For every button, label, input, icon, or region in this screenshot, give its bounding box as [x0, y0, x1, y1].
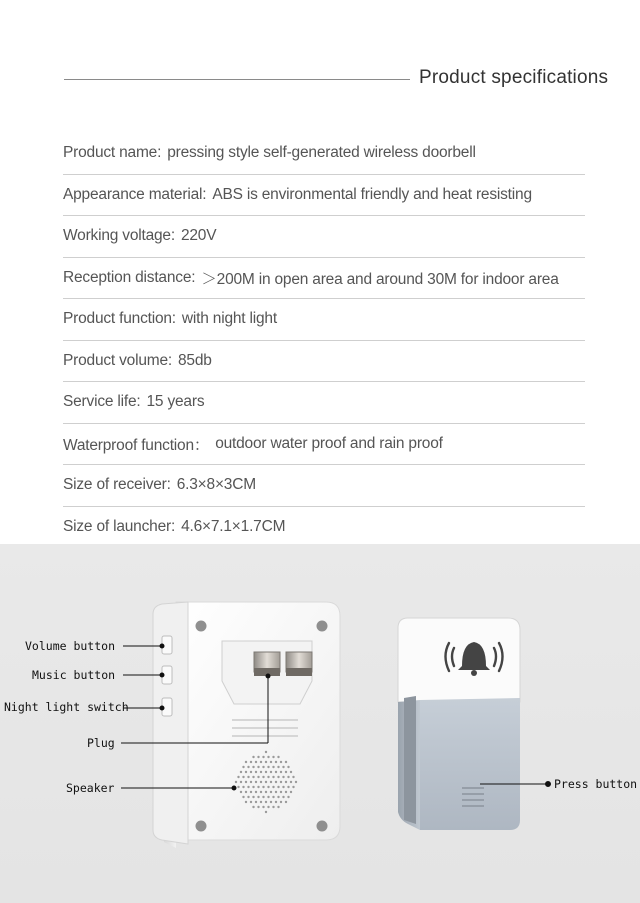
press-button-shape	[420, 698, 520, 830]
receiver	[153, 602, 340, 848]
spec-row	[63, 465, 585, 507]
spec-value: pressing style self-generated wireless doorbell	[167, 144, 476, 162]
spec-value: with night light	[181, 310, 277, 328]
spec-label: Product volume:	[63, 351, 172, 369]
callout-press-button: Press button	[554, 777, 638, 791]
spec-row	[63, 258, 585, 300]
spec-label: Service life:	[63, 393, 141, 411]
spec-row	[63, 216, 585, 258]
callout-night-light-switch: Night light switch	[4, 700, 129, 714]
spec-list	[63, 133, 585, 548]
product-illustration	[0, 544, 640, 903]
spec-value: outdoor water proof and rain proof	[215, 434, 443, 452]
callout-music-button: Music button	[32, 668, 116, 682]
spec-label: Size of receiver:	[63, 476, 171, 494]
transmitter	[398, 618, 520, 830]
callout-volume-button: Volume button	[25, 639, 116, 653]
spec-value: ＞200M in open area and around 30M for indoor area	[201, 270, 559, 288]
spec-value: 220V	[180, 227, 217, 245]
spec-value: 15 years	[146, 393, 205, 411]
spec-row	[63, 507, 585, 549]
header-rule	[64, 79, 410, 80]
page-title: Product specifications	[419, 67, 609, 88]
spec-label: Size of launcher:	[63, 517, 176, 535]
spec-row	[63, 175, 585, 217]
spec-value: 6.3×8×3CM	[176, 476, 256, 494]
callout-plug: Plug	[87, 736, 115, 750]
spec-label: Waterproof function：	[63, 436, 210, 454]
spec-row	[63, 133, 585, 175]
spec-value: 85db	[178, 351, 212, 369]
spec-value: ABS is environmental friendly and heat resisting	[212, 185, 532, 203]
spec-label: Product function:	[63, 310, 176, 328]
callout-speaker: Speaker	[66, 781, 115, 795]
product-photo	[0, 544, 640, 903]
spec-label: Appearance material:	[63, 185, 207, 203]
spec-value: 4.6×7.1×1.7CM	[181, 517, 286, 535]
spec-label: Working voltage:	[63, 227, 175, 245]
spec-row	[63, 424, 585, 466]
spec-row	[63, 341, 585, 383]
spec-label: Product name:	[63, 144, 162, 162]
spec-row	[63, 299, 585, 341]
spec-label: Reception distance:	[63, 268, 196, 286]
spec-row	[63, 382, 585, 424]
